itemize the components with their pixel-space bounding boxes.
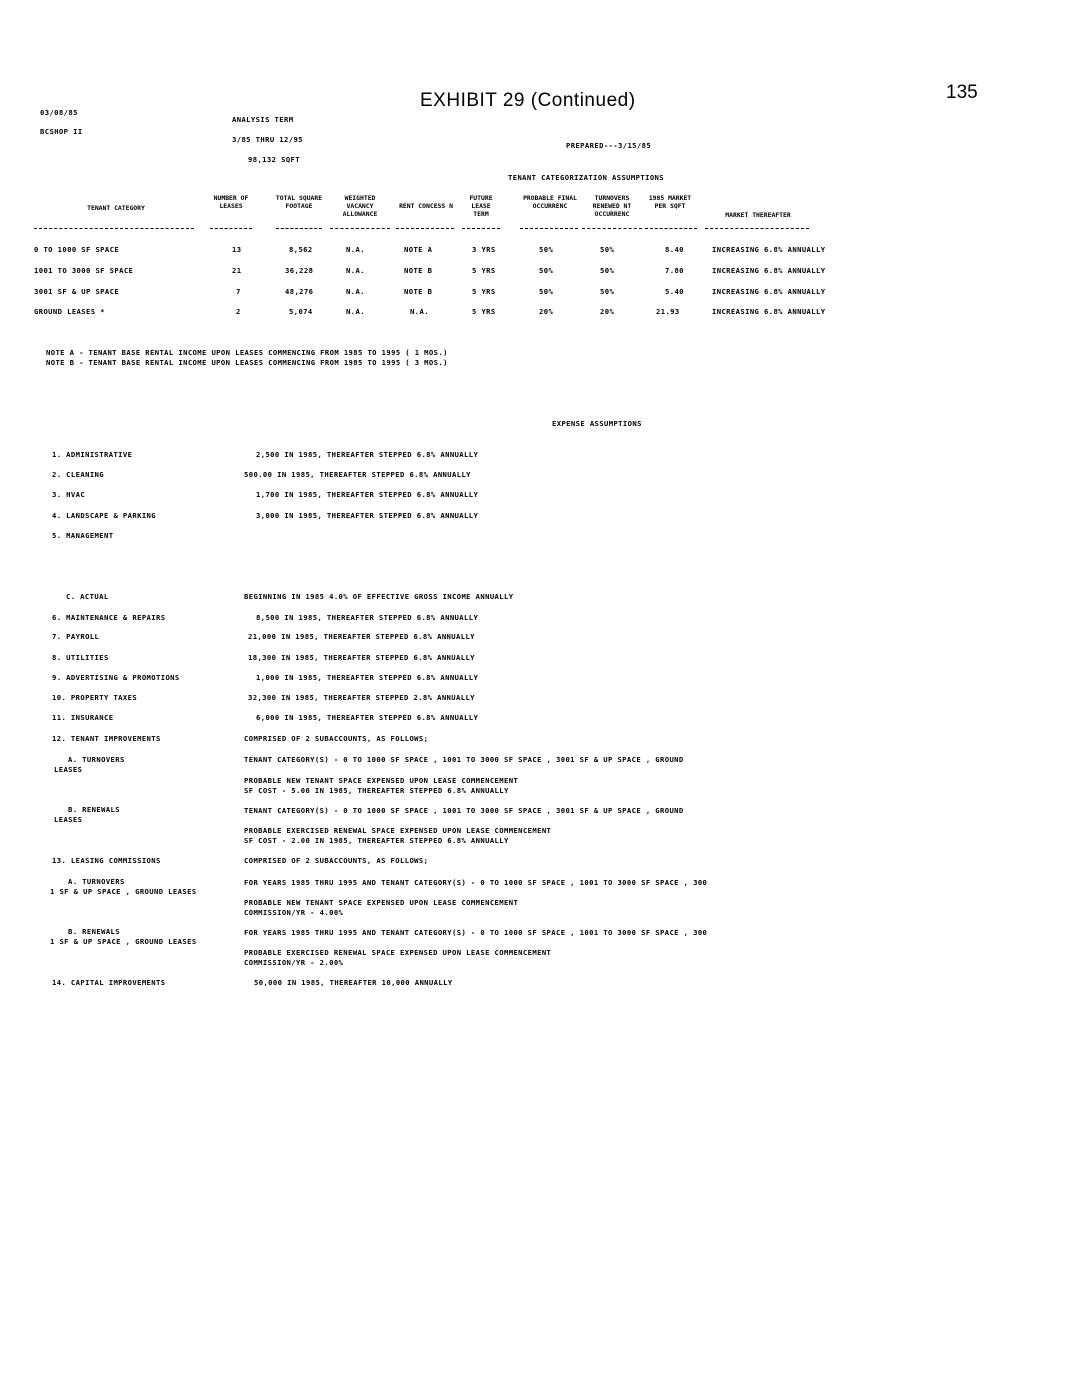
ti-renewals-label-2: LEASES (54, 815, 83, 824)
expense-value: 3,000 IN 1985, THEREAFTER STEPPED 6.8% ANNUALLY (256, 511, 479, 520)
expense-value: 1,000 IN 1985, THEREAFTER STEPPED 6.8% ANNUALLY (256, 673, 479, 682)
row-leases: 21 (232, 266, 242, 275)
expense-value: 21,000 IN 1985, THEREAFTER STEPPED 6.8% ANNUALLY (248, 632, 475, 641)
ti-turnovers-line: SF COST - 5.00 IN 1985, THEREAFTER STEPPED 6.8% ANNUALLY (244, 786, 509, 795)
row-sqft: 36,228 (285, 266, 314, 275)
ti-turnovers-label-2: LEASES (54, 765, 83, 774)
expense-label: 3. HVAC (52, 490, 86, 499)
date-stamp: 03/08/85 (40, 108, 78, 117)
expense-label: 4. LANDSCAPE & PARKING (52, 511, 156, 520)
expense-value: BEGINNING IN 1985 4.0% OF EFFECTIVE GROSS INCOME ANNUALLY (244, 592, 514, 601)
lc-renewals-label-2: 1 SF & UP SPACE , GROUND LEASES (50, 937, 197, 946)
lc-label: 13. LEASING COMMISSIONS (52, 856, 161, 865)
note-b: NOTE B - TENANT BASE RENTAL INCOME UPON LEASES COMMENCING FROM 1985 TO 1995 ( 3 MOS.) (46, 358, 448, 367)
lc-turnovers-line: COMMISSION/YR - 4.00% (244, 908, 344, 917)
row-sqft: 5,074 (289, 307, 313, 316)
expense-value: COMPRISED OF 2 SUBACCOUNTS, AS FOLLOWS; (244, 734, 429, 743)
col-header-category: TENANT CATEGORY (87, 204, 145, 212)
lc-renewals-line: COMMISSION/YR - 2.00% (244, 958, 344, 967)
row-category: 3001 SF & UP SPACE (34, 287, 120, 296)
lc-renewals-line: FOR YEARS 1985 THRU 1995 AND TENANT CATEGORY(S) - 0 TO 1000 SF SPACE , 1001 TO 3000 SF SPACE , 300 (244, 928, 708, 937)
expense-value: 32,300 IN 1985, THEREAFTER STEPPED 2.8% ANNUALLY (248, 693, 475, 702)
row-market: INCREASING 6.8% ANNUALLY (712, 245, 826, 254)
analysis-term-range: 3/85 THRU 12/95 (232, 135, 303, 144)
expense-value: 1,700 IN 1985, THEREAFTER STEPPED 6.8% ANNUALLY (256, 490, 479, 499)
row-market: INCREASING 6.8% ANNUALLY (712, 266, 826, 275)
lc-renewals-line: PROBABLE EXERCISED RENEWAL SPACE EXPENSED UPON LEASE COMMENCEMENT (244, 948, 552, 957)
row-leases: 2 (236, 307, 241, 316)
row-concession: NOTE B (404, 287, 433, 296)
row-rate: 5.40 (665, 287, 684, 296)
expense-value: 8,500 IN 1985, THEREAFTER STEPPED 6.8% ANNUALLY (256, 613, 479, 622)
row-leases: 13 (232, 245, 242, 254)
building-area: 98,132 SQFT (248, 155, 300, 164)
ti-renewals-label: B. RENEWALS (68, 805, 120, 814)
ti-turnovers-line: PROBABLE NEW TENANT SPACE EXPENSED UPON LEASE COMMENCEMENT (244, 776, 519, 785)
ti-turnovers-label: A. TURNOVERS (68, 755, 125, 764)
row-rate: 8.40 (665, 245, 684, 254)
expense-label: 5. MANAGEMENT (52, 531, 114, 540)
ti-renewals-line: SF COST - 2.00 IN 1985, THEREAFTER STEPPED 6.8% ANNUALLY (244, 836, 509, 845)
row-market: INCREASING 6.8% ANNUALLY (712, 307, 826, 316)
row-concession: NOTE B (404, 266, 433, 275)
note-a: NOTE A - TENANT BASE RENTAL INCOME UPON LEASES COMMENCING FROM 1985 TO 1995 ( 1 MOS.) (46, 348, 448, 357)
expense-value: 6,000 IN 1985, THEREAFTER STEPPED 6.8% ANNUALLY (256, 713, 479, 722)
ti-renewals-line: TENANT CATEGORY(S) - 0 TO 1000 SF SPACE , 1001 TO 3000 SF SPACE , 3001 SF & UP SPACE , GROUND (244, 806, 684, 815)
col-header-leases: NUMBER OF LEASES (213, 194, 249, 210)
prepared-date: PREPARED---3/15/85 (566, 141, 652, 150)
capital-value: 50,000 IN 1985, THEREAFTER 10,000 ANNUALLY (254, 978, 453, 987)
lc-turnovers-line: FOR YEARS 1985 THRU 1995 AND TENANT CATEGORY(S) - 0 TO 1000 SF SPACE , 1001 TO 3000 SF SPACE , 300 (244, 878, 708, 887)
col-header-sqft: TOTAL SQUARE FOOTAGE (275, 194, 323, 210)
row-leases: 7 (236, 287, 241, 296)
row-term: 5 YRS (472, 307, 496, 316)
expense-label: 9. ADVERTISING & PROMOTIONS (52, 673, 180, 682)
row-vacancy: N.A. (346, 287, 365, 296)
lc-turnovers-label-2: 1 SF & UP SPACE , GROUND LEASES (50, 887, 197, 896)
expense-value: 2,500 IN 1985, THEREAFTER STEPPED 6.8% ANNUALLY (256, 450, 479, 459)
capital-label: 14. CAPITAL IMPROVEMENTS (52, 978, 166, 987)
program-name: BCSHOP II (40, 127, 83, 136)
col-header-market-rate: 1985 MARKET PER SQFT (648, 194, 692, 210)
ti-turnovers-line: TENANT CATEGORY(S) - 0 TO 1000 SF SPACE , 1001 TO 3000 SF SPACE , 3001 SF & UP SPACE , GROUND (244, 755, 684, 764)
lc-turnovers-line: PROBABLE NEW TENANT SPACE EXPENSED UPON LEASE COMMENCEMENT (244, 898, 519, 907)
expense-label: 2. CLEANING (52, 470, 104, 479)
row-probable: 50% (539, 287, 554, 296)
row-category: 1001 TO 3000 SF SPACE (34, 266, 134, 275)
lc-value: COMPRISED OF 2 SUBACCOUNTS, AS FOLLOWS; (244, 856, 429, 865)
col-header-concession: RENT CONCESS N (399, 202, 453, 210)
row-turnover: 50% (600, 245, 615, 254)
row-category: 0 TO 1000 SF SPACE (34, 245, 120, 254)
expense-section-title: EXPENSE ASSUMPTIONS (552, 419, 642, 428)
expense-label: 1. ADMINISTRATIVE (52, 450, 133, 459)
row-market: INCREASING 6.8% ANNUALLY (712, 287, 826, 296)
row-vacancy: N.A. (346, 245, 365, 254)
row-turnover: 50% (600, 287, 615, 296)
row-concession: NOTE A (404, 245, 433, 254)
col-header-term: FUTURE LEASE TERM (469, 194, 493, 218)
expense-label: 12. TENANT IMPROVEMENTS (52, 734, 161, 743)
row-term: 5 YRS (472, 266, 496, 275)
row-vacancy: N.A. (346, 266, 365, 275)
page-number: 135 (946, 82, 978, 103)
row-probable: 50% (539, 245, 554, 254)
col-header-turnovers: TURNOVERS RENEWED NT OCCURRENC (592, 194, 632, 218)
expense-label: 6. MAINTENANCE & REPAIRS (52, 613, 166, 622)
lc-renewals-label: B. RENEWALS (68, 927, 120, 936)
row-concession: N.A. (410, 307, 429, 316)
expense-label: 8. UTILITIES (52, 653, 109, 662)
row-rate: 21.93 (656, 307, 680, 316)
expense-label: 10. PROPERTY TAXES (52, 693, 138, 702)
expense-value: 18,300 IN 1985, THEREAFTER STEPPED 6.8% ANNUALLY (248, 653, 475, 662)
expense-label: 7. PAYROLL (52, 632, 100, 641)
expense-value: 500.00 IN 1985, THEREAFTER STEPPED 6.8% ANNUALLY (244, 470, 471, 479)
row-term: 3 YRS (472, 245, 496, 254)
tenant-section-title: TENANT CATEGORIZATION ASSUMPTIONS (508, 173, 664, 182)
row-category: GROUND LEASES * (34, 307, 105, 316)
page-title: EXHIBIT 29 (Continued) (420, 90, 636, 111)
row-term: 5 YRS (472, 287, 496, 296)
row-vacancy: N.A. (346, 307, 365, 316)
col-header-vacancy: WEIGHTED VACANCY ALLOWANCE (342, 194, 378, 218)
row-sqft: 8,562 (289, 245, 313, 254)
lc-turnovers-label: A. TURNOVERS (68, 877, 125, 886)
row-turnover: 50% (600, 266, 615, 275)
col-header-probable: PROBABLE FINAL OCCURRENC (523, 194, 577, 210)
expense-label: C. ACTUAL (66, 592, 109, 601)
ti-renewals-line: PROBABLE EXERCISED RENEWAL SPACE EXPENSED UPON LEASE COMMENCEMENT (244, 826, 552, 835)
col-header-market-thereafter: MARKET THEREAFTER (725, 211, 791, 219)
row-probable: 50% (539, 266, 554, 275)
analysis-term-label: ANALYSIS TERM (232, 115, 294, 124)
expense-label: 11. INSURANCE (52, 713, 114, 722)
row-turnover: 20% (600, 307, 615, 316)
row-probable: 20% (539, 307, 554, 316)
row-sqft: 48,276 (285, 287, 314, 296)
row-rate: 7.80 (665, 266, 684, 275)
